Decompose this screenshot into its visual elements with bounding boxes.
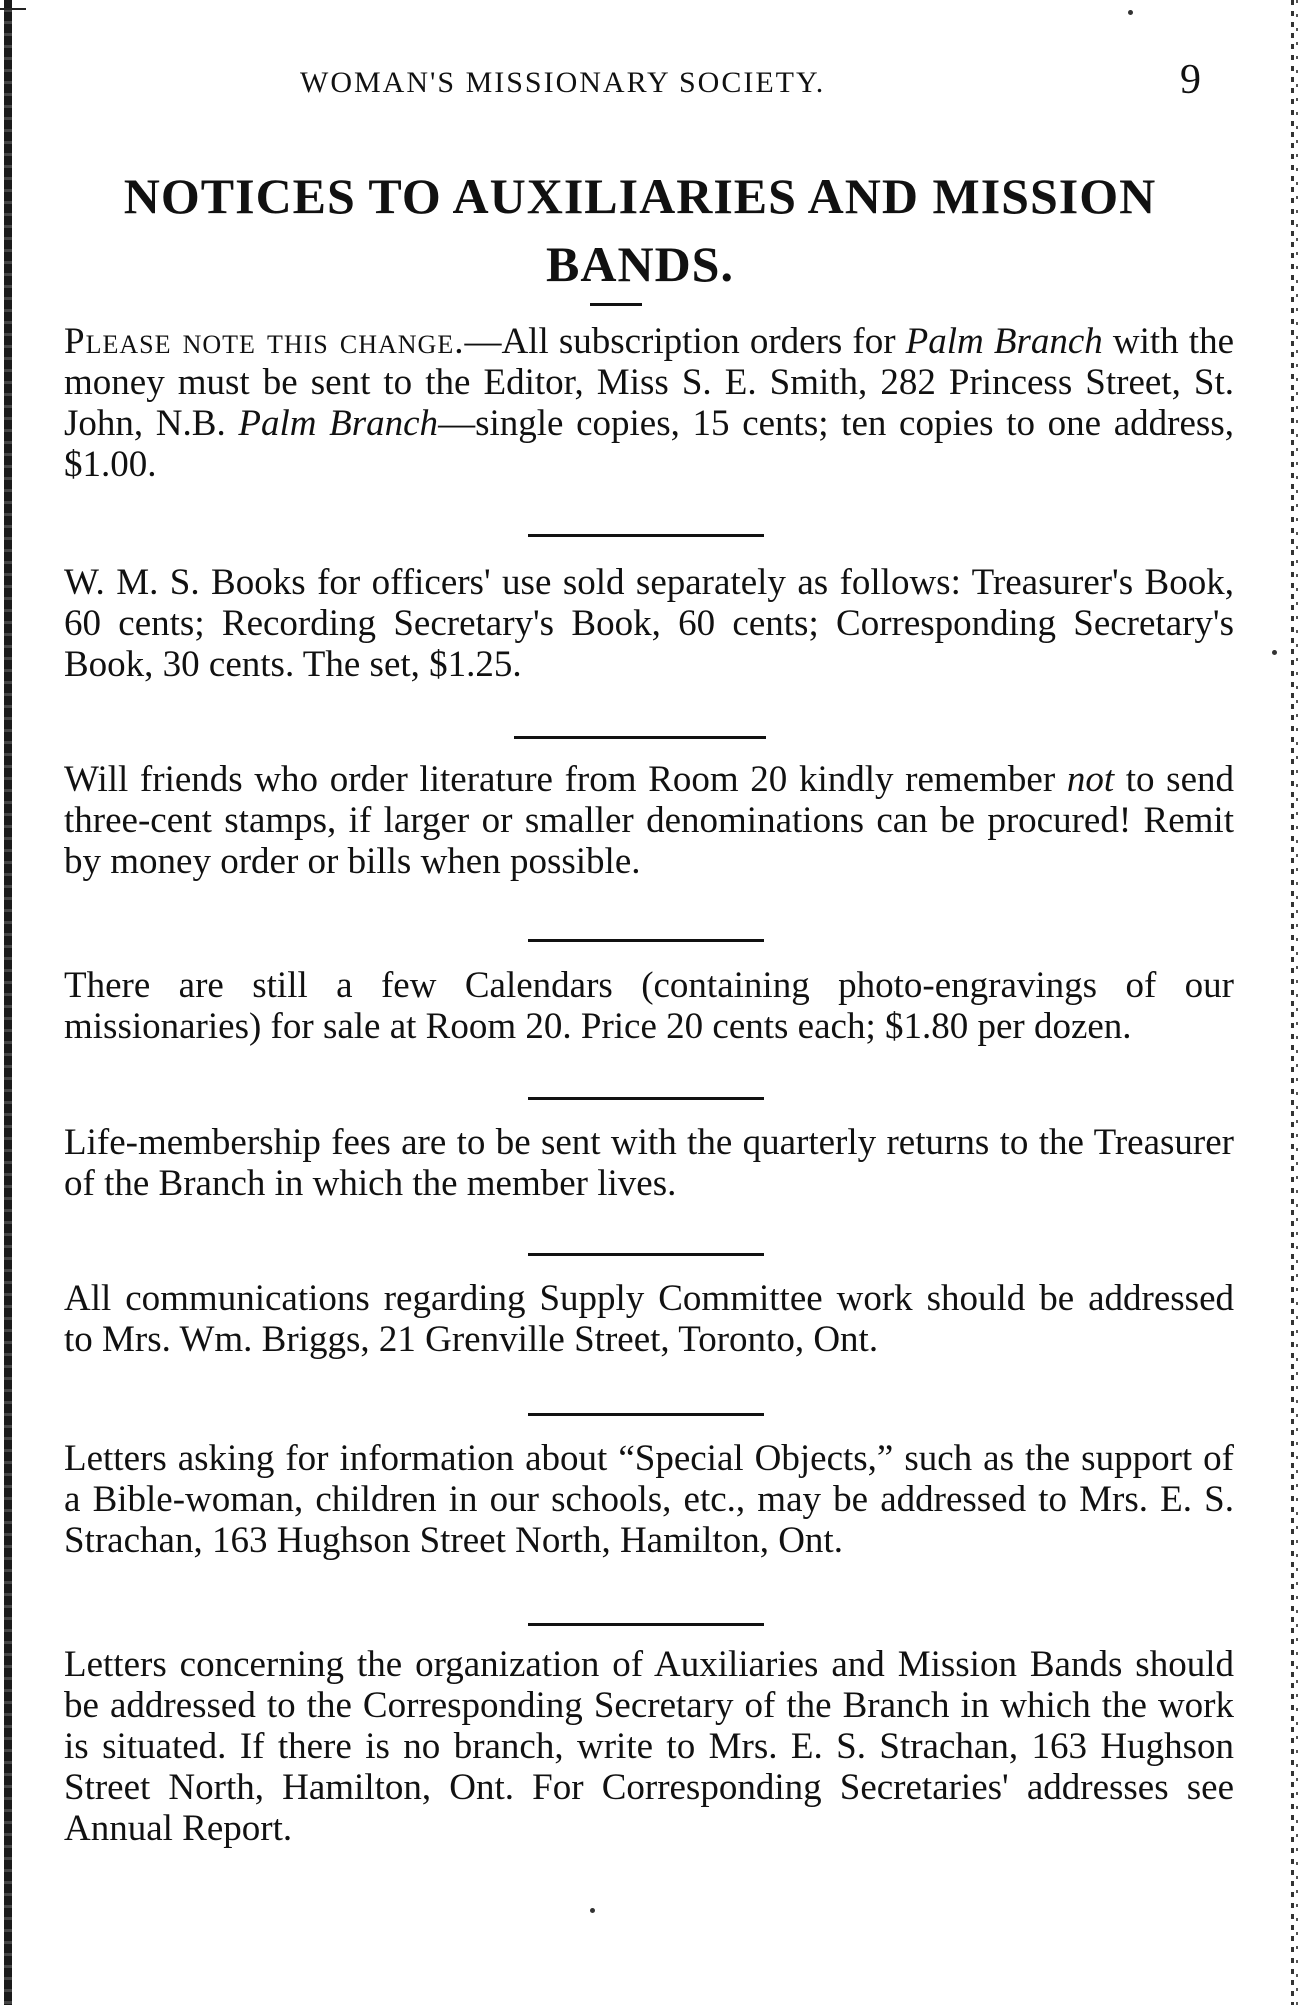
print-speck [1128,10,1133,15]
notice-italic: Palm Branch [238,403,439,444]
separator-rule [528,1253,764,1256]
title-rule [590,303,642,306]
notice-special-objects: Letters asking for information about “Special Objects,” such as the support of a Bible-woman, children in our schools, etc., may be addressed to Mrs. E. S. Strachan, 163 Hughson Street North, Hamilton, Ont. [64,1438,1234,1561]
notice-life-membership: Life-membership fees are to be sent with the quarterly returns to the Treasurer of the Branch in which the member lives. [64,1122,1234,1204]
notice-palm-branch [64,321,1234,485]
page-number: 9 [1180,57,1201,103]
print-speck [1272,650,1277,655]
separator-rule [514,736,766,739]
running-head: WOMAN'S MISSIONARY SOCIETY. [300,66,826,99]
separator-rule [528,939,764,942]
print-speck [590,1908,595,1913]
notice-text: to send three-cent stamps, if larger or smaller denominations can be procured! Remit by money order or bills when possible. [64,759,1235,882]
notice-calendars: There are still a few Calendars (containing photo-engravings of our missionaries) for sale at Room 20. Price 20 cents each; $1.80 per dozen. [64,965,1234,1047]
page-edge-binding [4,0,12,2005]
notice-lead: Please note this change. [64,321,465,362]
page-title: NOTICES TO AUXILIARIES AND MISSION BANDS. [123,168,1157,292]
corner-mark [0,8,26,10]
separator-rule [528,1413,764,1416]
notice-organization: Letters concerning the organization of Auxiliaries and Mission Bands should be addressed to the Corresponding Secretary of the Branch in which the work is situated. If there is no branch, write to Mrs. E. S. Strachan, 163 Hughson Street North, Hamilton, Ont. For Corresponding Secretaries' addresses see Annual Report. [64,1644,1234,1849]
notice-stamps [64,759,1234,882]
separator-rule [528,1623,764,1626]
notice-text: Will friends who order literature from Room 20 kindly remember [64,759,1067,800]
notice-italic: not [1066,759,1115,800]
notice-text: —single copies, 15 cents; ten copies to one address, $1.00. [64,403,1234,485]
notice-text: —All subscription orders for [464,321,906,362]
separator-rule [528,1097,764,1100]
right-margin-rule [1291,0,1294,2005]
separator-rule [528,534,764,537]
notice-supply-committee: All communications regarding Supply Committee work should be addressed to Mrs. Wm. Briggs, 21 Grenville Street, Toronto, Ont. [64,1278,1234,1360]
right-margin-rule-inner [1296,0,1298,2005]
notice-italic: Palm Branch [905,321,1103,362]
notice-books: W. M. S. Books for officers' use sold separately as follows: Treasurer's Book, 60 cents; Recording Secretary's Book, 60 cents; Corresponding Secretary's Book, 30 cents. The set, $1.25. [64,562,1234,685]
notice-text: with the money must be sent to the Editor, Miss S. E. Smith, 282 Princess Street, St. John, N.B. [64,321,1234,444]
